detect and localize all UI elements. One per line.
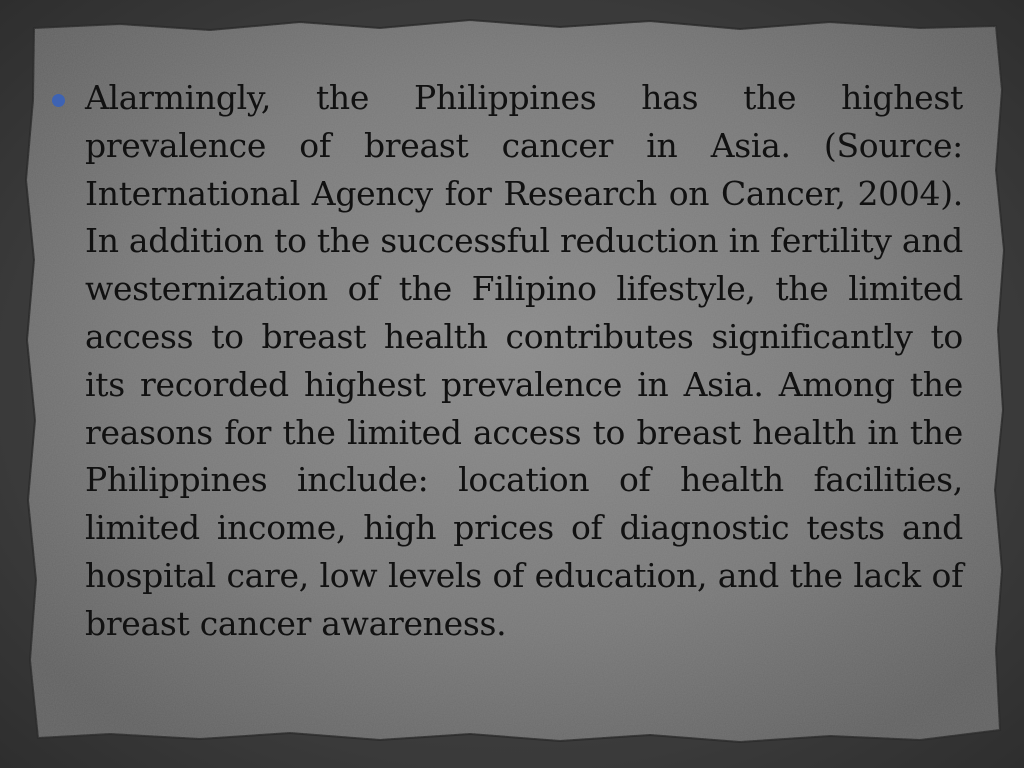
bullet-text: Alarmingly, the Philippines has the highest prevalence of breast cancer in Asia. (Source: International Agency for Research on Cancer, 2004). In addition to the successful reduction in fertility and westernization of the Filipino lifestyle, the limited access to breast health contributes significantly to its recorded highest prevalence in Asia. Among the reasons for the limited access to breast health in the Philippines include: location of health facilities, limited income, high prices of diagnostic tests and hospital care, low levels of education, and the lack of breast cancer awareness.: [85, 78, 963, 643]
slide-content: [52, 74, 964, 674]
bullet-dot-icon: [52, 94, 65, 107]
bullet-item: [52, 74, 964, 648]
